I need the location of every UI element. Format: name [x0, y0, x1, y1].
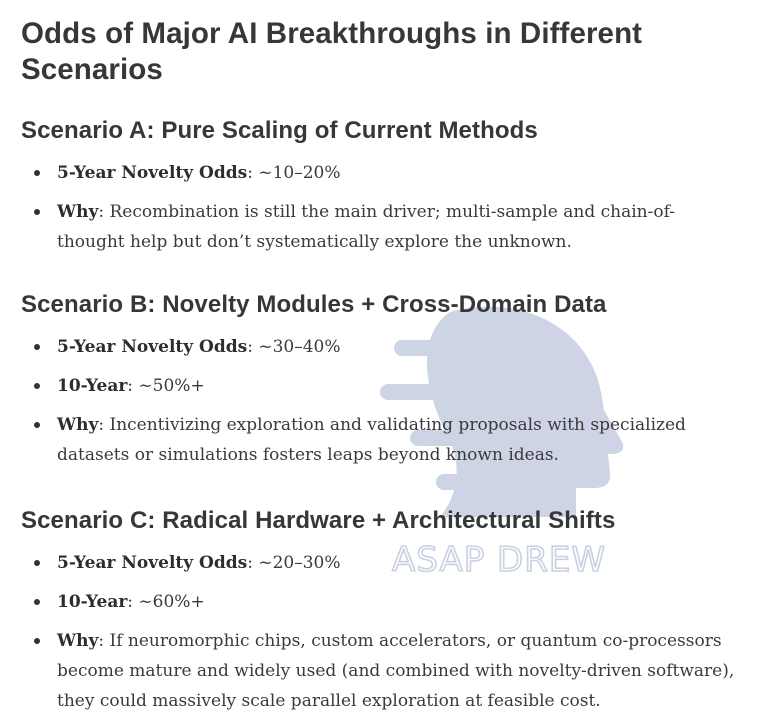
- scenario-b-heading: Scenario B: Novelty Modules + Cross-Domain Data: [21, 291, 607, 318]
- item-text: : ~20–30%: [247, 553, 341, 573]
- list-item: [21, 332, 739, 362]
- list-item: [21, 158, 739, 188]
- scenario-a-heading: Scenario A: Pure Scaling of Current Methods: [21, 117, 538, 144]
- item-text: : ~10–20%: [247, 163, 341, 183]
- item-label: 5-Year Novelty Odds: [57, 553, 248, 573]
- list-item: [21, 626, 739, 716]
- item-text: : Recombination is still the main driver; multi-sample and chain-of-thought help but don’t systematically explore the unknown.: [57, 202, 676, 252]
- scenario-c-list: [21, 548, 739, 716]
- item-label: 5-Year Novelty Odds: [57, 337, 248, 357]
- item-label: Why: [57, 415, 99, 435]
- scenario-a-list: [21, 158, 739, 257]
- scenario-b: [21, 290, 739, 470]
- list-item: [21, 410, 739, 470]
- list-item: [21, 548, 739, 578]
- list-item: [21, 371, 739, 401]
- item-label: Why: [57, 631, 99, 651]
- watermark-text: ASAP DREW: [392, 540, 606, 580]
- scenario-b-list: [21, 332, 739, 470]
- page-title: Odds of Major AI Breakthroughs in Different Scenarios: [21, 17, 643, 86]
- item-text: : ~60%+: [127, 592, 205, 612]
- item-label: Why: [57, 202, 99, 222]
- scenario-a: [21, 116, 739, 257]
- scenario-c-heading: Scenario C: Radical Hardware + Architectural Shifts: [21, 507, 616, 534]
- item-text: : Incentivizing exploration and validating proposals with specialized datasets or simulations fosters leaps beyond known ideas.: [57, 415, 686, 465]
- scenario-c: [21, 506, 739, 716]
- list-item: [21, 587, 739, 617]
- list-item: [21, 197, 739, 257]
- item-text: : ~50%+: [127, 376, 205, 396]
- item-label: 10-Year: [57, 592, 128, 612]
- item-label: 5-Year Novelty Odds: [57, 163, 248, 183]
- item-text: : If neuromorphic chips, custom accelerators, or quantum co-processors become mature and widely used (and combined with novelty-driven software), they could massively scale parallel exploration at feasible cost.: [57, 631, 735, 711]
- item-label: 10-Year: [57, 376, 128, 396]
- item-text: : ~30–40%: [247, 337, 341, 357]
